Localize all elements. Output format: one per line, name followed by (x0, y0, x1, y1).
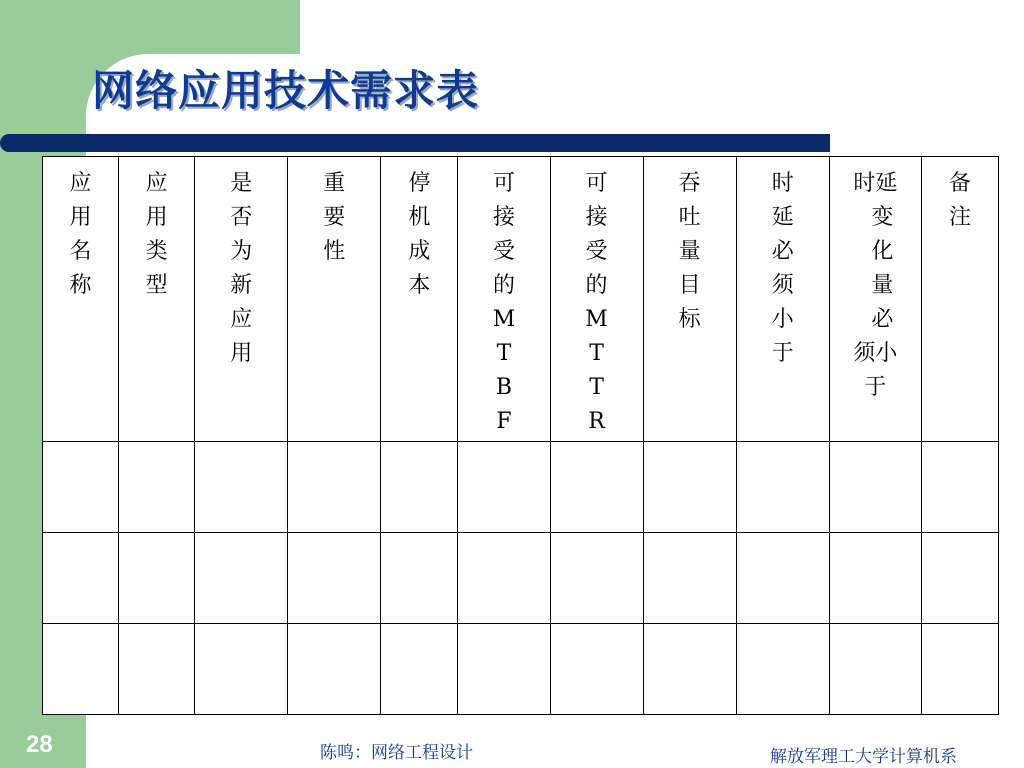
header-label: 应 用 名 称 (69, 171, 92, 298)
table-row (43, 533, 999, 624)
header-cell (643, 157, 736, 442)
table-cell (921, 624, 998, 715)
table-cell (643, 624, 736, 715)
table-row (43, 442, 999, 533)
header-label: 停 机 成 本 (408, 171, 431, 298)
table-cell (829, 442, 921, 533)
slide-title: 网络应用技术需求表 (92, 66, 480, 115)
table-cell (550, 533, 643, 624)
footer-author: 陈鸣：网络工程设计 (320, 743, 473, 763)
header-cell (195, 157, 288, 442)
footer-institution: 解放军理工大学计算机系 (770, 747, 957, 767)
table-cell (381, 442, 458, 533)
table-cell (43, 442, 119, 533)
header-label: 可 接 受 的 M T T R (585, 171, 608, 434)
table-cell (736, 624, 829, 715)
table-cell (119, 624, 195, 715)
page-number: 28 (26, 731, 53, 758)
header-label: 是 否 为 新 应 用 (230, 171, 253, 366)
table-row (43, 624, 999, 715)
header-label: 时延 变 化 量 必 须小 于 (853, 171, 898, 400)
header-label: 应 用 类 型 (145, 171, 168, 298)
table-cell (643, 533, 736, 624)
table-cell (458, 624, 550, 715)
header-cell (736, 157, 829, 442)
table-cell (381, 533, 458, 624)
header-cell (381, 157, 458, 442)
table-cell (195, 624, 288, 715)
header-cell (43, 157, 119, 442)
header-cell (829, 157, 921, 442)
table-cell (43, 533, 119, 624)
header-label: 可 接 受 的 M T B F (492, 171, 516, 434)
table-cell (736, 533, 829, 624)
header-cell (921, 157, 998, 442)
table-cell (458, 442, 550, 533)
header-cell (550, 157, 643, 442)
table-cell (736, 442, 829, 533)
header-cell (288, 157, 381, 442)
table-cell (921, 442, 998, 533)
table-cell (458, 533, 550, 624)
table-cell (643, 442, 736, 533)
table-cell (829, 533, 921, 624)
table-cell (550, 624, 643, 715)
header-label: 吞 吐 量 目 标 (678, 171, 701, 332)
table-cell (381, 624, 458, 715)
requirements-table (42, 156, 999, 715)
header-cell (458, 157, 550, 442)
header-label: 重 要 性 (323, 171, 346, 264)
table-cell (829, 624, 921, 715)
table-cell (288, 442, 381, 533)
table-header-row (43, 157, 999, 442)
header-cell (119, 157, 195, 442)
table-cell (288, 533, 381, 624)
title-underline-bar (0, 134, 830, 152)
table-cell (119, 442, 195, 533)
table-cell (43, 624, 119, 715)
header-label: 备 注 (948, 171, 971, 230)
header-label: 时 延 必 须 小 于 (771, 171, 794, 366)
table-cell (195, 533, 288, 624)
table-cell (195, 442, 288, 533)
table-cell (921, 533, 998, 624)
table-cell (119, 533, 195, 624)
table-cell (550, 442, 643, 533)
table-cell (288, 624, 381, 715)
